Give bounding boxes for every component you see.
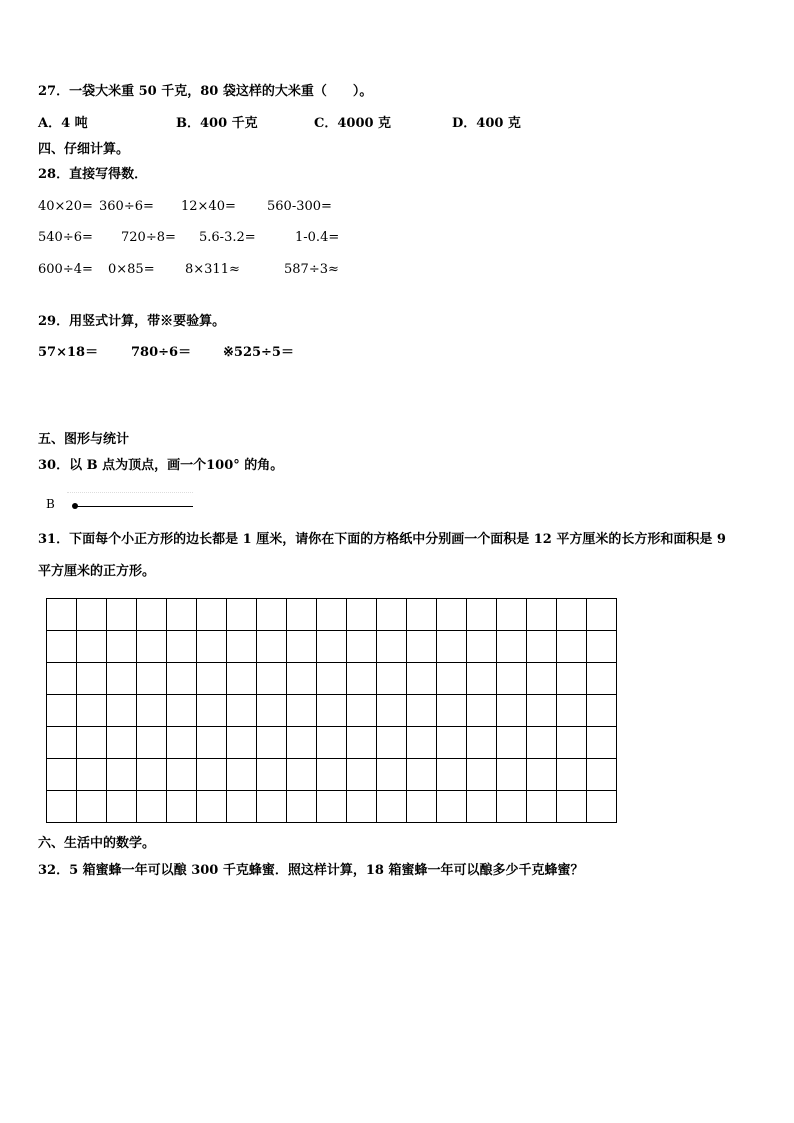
grid-cell[interactable] (167, 695, 197, 727)
grid-cell[interactable] (137, 599, 167, 631)
question-31-line2: 平方厘米的正方形。 (38, 564, 156, 579)
grid-cell[interactable] (47, 727, 77, 759)
grid-cell[interactable] (287, 695, 317, 727)
grid-cell[interactable] (77, 791, 107, 823)
grid-cell[interactable] (557, 599, 587, 631)
grid-cell[interactable] (227, 727, 257, 759)
grid-row (47, 599, 617, 631)
grid-cell[interactable] (287, 631, 317, 663)
question-31-line1: 31．下面每个小正方形的边长都是 1 厘米，请你在下面的方格纸中分别画一个面积是 12 平方厘米的长方形和面积是 9 (38, 532, 726, 547)
grid-cell[interactable] (137, 759, 167, 791)
grid-cell[interactable] (107, 631, 137, 663)
grid-cell[interactable] (347, 631, 377, 663)
grid-cell[interactable] (497, 695, 527, 727)
grid-cell[interactable] (137, 727, 167, 759)
grid-cell[interactable] (377, 599, 407, 631)
grid-cell[interactable] (47, 695, 77, 727)
grid-cell[interactable] (317, 759, 347, 791)
grid-cell[interactable] (197, 599, 227, 631)
grid-cell[interactable] (137, 695, 167, 727)
grid-cell[interactable] (587, 727, 617, 759)
grid-cell[interactable] (527, 791, 557, 823)
grid-cell[interactable] (497, 759, 527, 791)
grid-cell[interactable] (407, 599, 437, 631)
grid-paper[interactable] (46, 598, 617, 823)
grid-cell[interactable] (137, 631, 167, 663)
grid-cell[interactable] (497, 599, 527, 631)
grid-row (47, 727, 617, 759)
grid-cell[interactable] (377, 727, 407, 759)
grid-cell[interactable] (587, 695, 617, 727)
grid-cell[interactable] (527, 663, 557, 695)
grid-cell[interactable] (587, 631, 617, 663)
grid-cell[interactable] (227, 599, 257, 631)
grid-cell[interactable] (407, 791, 437, 823)
grid-cell[interactable] (47, 663, 77, 695)
grid-cell[interactable] (437, 727, 467, 759)
grid-cell[interactable] (437, 791, 467, 823)
q28-item: 40×20= (38, 199, 93, 214)
grid-cell[interactable] (77, 727, 107, 759)
grid-cell[interactable] (107, 759, 137, 791)
grid-cell[interactable] (587, 663, 617, 695)
grid-cell[interactable] (107, 663, 137, 695)
grid-cell[interactable] (197, 759, 227, 791)
grid-cell[interactable] (347, 663, 377, 695)
grid-cell[interactable] (407, 727, 437, 759)
grid-cell[interactable] (347, 599, 377, 631)
grid-cell[interactable] (47, 599, 77, 631)
grid-cell[interactable] (107, 599, 137, 631)
grid-cell[interactable] (257, 727, 287, 759)
grid-cell[interactable] (437, 663, 467, 695)
question-28-stem: 28．直接写得数． (38, 167, 148, 182)
grid-cell[interactable] (227, 791, 257, 823)
grid-cell[interactable] (377, 695, 407, 727)
grid-row (47, 631, 617, 663)
grid-cell[interactable] (407, 663, 437, 695)
grid-cell[interactable] (137, 663, 167, 695)
grid-cell[interactable] (407, 631, 437, 663)
q28-item: 1-0.4= (295, 230, 340, 245)
grid-cell[interactable] (77, 631, 107, 663)
q28-item: 12×40= (181, 199, 236, 214)
grid-cell[interactable] (437, 631, 467, 663)
q28-item: 0×85= (108, 262, 155, 277)
grid-cell[interactable] (77, 695, 107, 727)
grid-cell[interactable] (167, 631, 197, 663)
grid-cell[interactable] (317, 631, 347, 663)
grid-cell[interactable] (257, 791, 287, 823)
grid-cell[interactable] (467, 663, 497, 695)
grid-cell[interactable] (377, 791, 407, 823)
grid-row (47, 791, 617, 823)
grid-row (47, 695, 617, 727)
grid-cell[interactable] (437, 599, 467, 631)
question-29-stem: 29．用竖式计算，带※要验算。 (38, 314, 226, 329)
grid-cell[interactable] (557, 695, 587, 727)
grid-cell[interactable] (377, 631, 407, 663)
grid-cell[interactable] (197, 727, 227, 759)
question-27-stem: 27．一袋大米重 50 千克，80 袋这样的大米重（ ）。 (38, 84, 373, 99)
q28-item: 360÷6= (99, 199, 154, 214)
q27-option-b: B．400 千克 (176, 116, 258, 131)
grid-cell[interactable] (467, 791, 497, 823)
q29-item: ※525÷5＝ (223, 345, 294, 360)
grid-cell[interactable] (317, 695, 347, 727)
q28-item: 587÷3≈ (284, 262, 339, 277)
grid-cell[interactable] (377, 663, 407, 695)
grid-cell[interactable] (557, 727, 587, 759)
grid-cell[interactable] (77, 663, 107, 695)
grid-cell[interactable] (257, 759, 287, 791)
grid-cell[interactable] (227, 759, 257, 791)
q27-option-c: C．4000 克 (314, 116, 392, 131)
grid-cell[interactable] (467, 631, 497, 663)
q27-option-a: A．4 吨 (38, 116, 88, 131)
grid-cell[interactable] (197, 791, 227, 823)
section-4-title: 四、仔细计算。 (38, 142, 130, 157)
grid-cell[interactable] (257, 631, 287, 663)
grid-cell[interactable] (107, 727, 137, 759)
question-32-stem: 32．5 箱蜜蜂一年可以酿 300 千克蜂蜜．照这样计算，18 箱蜜蜂一年可以酿多少千克蜂蜜？ (38, 863, 584, 878)
grid-cell[interactable] (197, 663, 227, 695)
grid-cell[interactable] (437, 695, 467, 727)
grid-cell[interactable] (167, 791, 197, 823)
q28-item: 720÷8= (121, 230, 176, 245)
grid-cell[interactable] (557, 759, 587, 791)
grid-cell[interactable] (587, 599, 617, 631)
point-b-label: B (46, 497, 55, 511)
q28-item: 5.6-3.2= (199, 230, 256, 245)
grid-cell[interactable] (527, 599, 557, 631)
section-6-title: 六、生活中的数学。 (38, 836, 156, 851)
grid-cell[interactable] (467, 695, 497, 727)
grid-cell[interactable] (557, 663, 587, 695)
grid-cell[interactable] (167, 599, 197, 631)
q27-option-d: D．400 克 (452, 116, 521, 131)
grid-cell[interactable] (257, 695, 287, 727)
q29-item: 780÷6＝ (131, 345, 192, 360)
grid-cell[interactable] (467, 599, 497, 631)
grid-cell[interactable] (317, 791, 347, 823)
q28-item: 560-300= (267, 199, 332, 214)
grid-row (47, 759, 617, 791)
grid-cell[interactable] (77, 759, 107, 791)
grid-cell[interactable] (497, 663, 527, 695)
grid-cell[interactable] (317, 663, 347, 695)
grid-cell[interactable] (347, 727, 377, 759)
grid-cell[interactable] (287, 663, 317, 695)
grid-cell[interactable] (557, 631, 587, 663)
grid-cell[interactable] (197, 695, 227, 727)
grid-cell[interactable] (467, 759, 497, 791)
section-5-title: 五、图形与统计 (38, 432, 130, 447)
grid-cell[interactable] (347, 695, 377, 727)
grid-cell[interactable] (407, 695, 437, 727)
grid-cell[interactable] (167, 759, 197, 791)
grid-cell[interactable] (77, 599, 107, 631)
grid-cell[interactable] (107, 791, 137, 823)
grid-cell[interactable] (497, 791, 527, 823)
grid-cell[interactable] (227, 663, 257, 695)
grid-cell[interactable] (587, 791, 617, 823)
grid-cell[interactable] (317, 599, 347, 631)
grid-cell[interactable] (257, 599, 287, 631)
grid-cell[interactable] (167, 727, 197, 759)
grid-cell[interactable] (347, 759, 377, 791)
grid-cell[interactable] (197, 631, 227, 663)
grid-cell[interactable] (257, 663, 287, 695)
q28-item: 600÷4= (38, 262, 93, 277)
grid-table (46, 598, 617, 823)
grid-cell[interactable] (407, 759, 437, 791)
grid-cell[interactable] (347, 791, 377, 823)
grid-cell[interactable] (287, 727, 317, 759)
grid-cell[interactable] (497, 727, 527, 759)
grid-cell[interactable] (587, 759, 617, 791)
ray-from-b (75, 506, 193, 507)
grid-cell[interactable] (437, 759, 467, 791)
grid-cell[interactable] (227, 695, 257, 727)
q28-item: 540÷6= (38, 230, 93, 245)
grid-cell[interactable] (107, 695, 137, 727)
grid-cell[interactable] (47, 791, 77, 823)
q28-item: 8×311≈ (185, 262, 240, 277)
grid-cell[interactable] (287, 599, 317, 631)
grid-cell[interactable] (47, 759, 77, 791)
grid-cell[interactable] (287, 791, 317, 823)
grid-cell[interactable] (47, 631, 77, 663)
grid-cell[interactable] (167, 663, 197, 695)
grid-cell[interactable] (527, 727, 557, 759)
grid-cell[interactable] (527, 631, 557, 663)
grid-row (47, 663, 617, 695)
question-30-stem: 30．以 B 点为顶点，画一个100° 的角。 (38, 458, 284, 473)
grid-cell[interactable] (377, 759, 407, 791)
grid-cell[interactable] (467, 727, 497, 759)
grid-cell[interactable] (287, 759, 317, 791)
grid-cell[interactable] (317, 727, 347, 759)
q29-item: 57×18＝ (38, 345, 99, 360)
grid-cell[interactable] (227, 631, 257, 663)
grid-cell[interactable] (527, 695, 557, 727)
grid-cell[interactable] (137, 791, 167, 823)
grid-cell[interactable] (527, 759, 557, 791)
grid-cell[interactable] (557, 791, 587, 823)
grid-cell[interactable] (497, 631, 527, 663)
drawing-area-edge (67, 492, 193, 494)
